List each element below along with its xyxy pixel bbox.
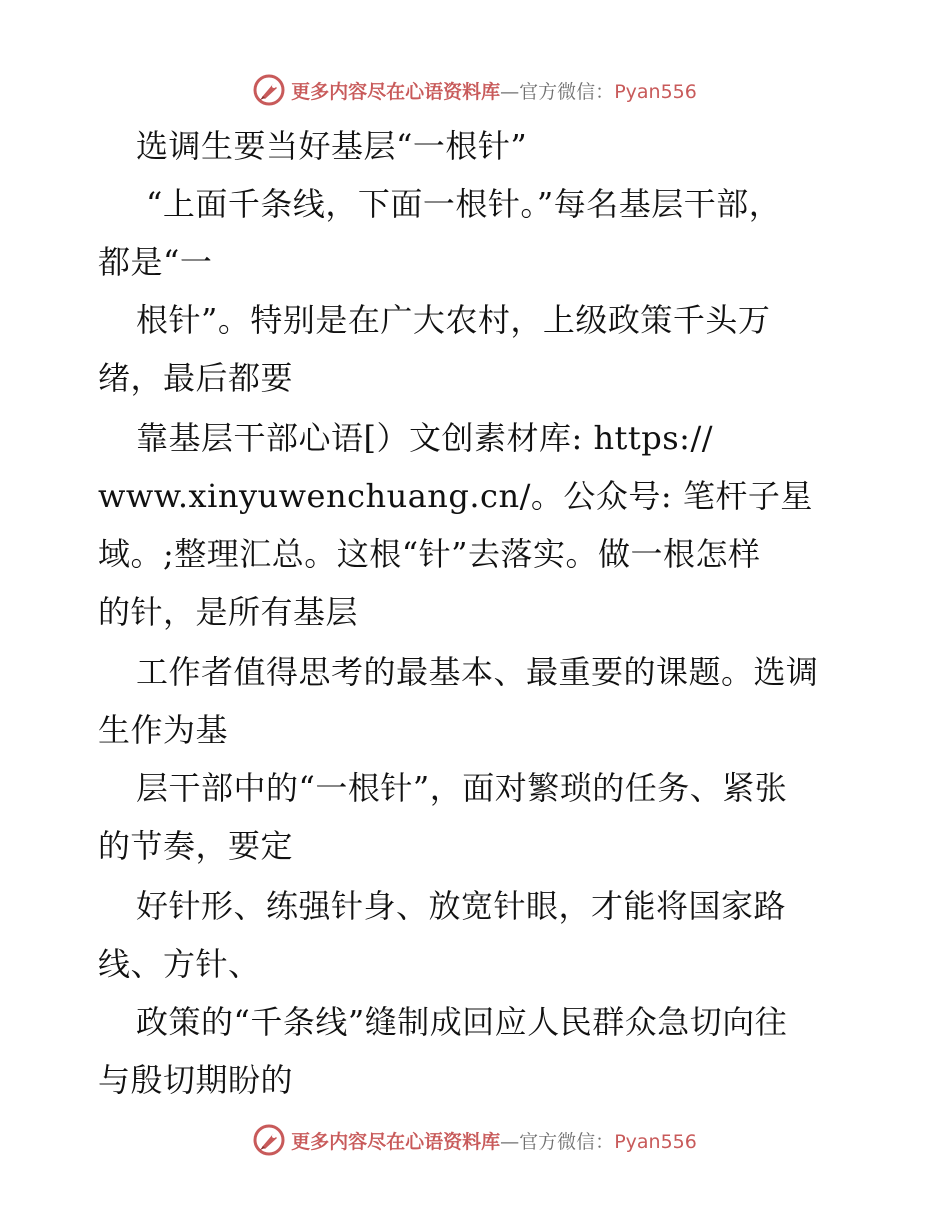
banner-site-text: 更多内容尽在心语资料库 [291,80,501,103]
paragraph-line: 都是“一 [98,243,213,281]
banner-wechat-id: Pyan556 [614,1130,697,1153]
paragraph-line: www.xinyuwenchuang.cn/。公众号: 笔杆子星 [98,477,813,515]
paragraph-line: 域。;整理汇总。这根“针”去落实。做一根怎样 [98,535,761,573]
paragraph-line: 层干部中的“一根针”，面对繁琐的任务、紧张 [136,769,788,807]
banner-wechat-id: Pyan556 [614,80,697,103]
banner-separator: — [500,80,520,103]
pen-nib-logo-icon [253,1124,285,1156]
paragraph-line: 与殷切期盼的 [98,1061,294,1099]
paragraph-line: 政策的“千条线”缝制成回应人民群众急切向往 [136,1003,788,1041]
paragraph-line: 好针形、练强针身、放宽针眼，才能将国家路 [136,887,787,925]
paragraph-line: 的针，是所有基层 [98,593,359,631]
banner-wechat-label: 官方微信： [519,80,615,103]
banner-text [291,1127,697,1154]
paragraph-line: 线、方针、 [98,945,261,983]
paragraph-line: 的节奏，要定 [98,827,294,865]
paragraph-line: 工作者值得思考的最基本、最重要的课题。选调 [136,653,819,691]
banner-site-text: 更多内容尽在心语资料库 [291,1130,501,1153]
paragraph-line: 靠基层干部心语[）文创素材库: https:// [136,419,714,457]
banner-separator: — [500,1130,520,1153]
pen-nib-logo-icon [253,74,285,106]
paragraph-line: “上面千条线，下面一根针。”每名基层干部， [146,185,782,223]
paragraph-line: 根针”。特别是在广大农村，上级政策千头万 [136,301,771,339]
header-banner [0,70,950,110]
banner-wechat-label: 官方微信： [519,1130,615,1153]
banner-text [291,77,697,104]
paragraph-line: 生作为基 [98,711,229,749]
footer-banner [0,1120,950,1160]
document-title: 选调生要当好基层“一根针” [136,127,528,165]
paragraph-line: 绪，最后都要 [98,359,294,397]
